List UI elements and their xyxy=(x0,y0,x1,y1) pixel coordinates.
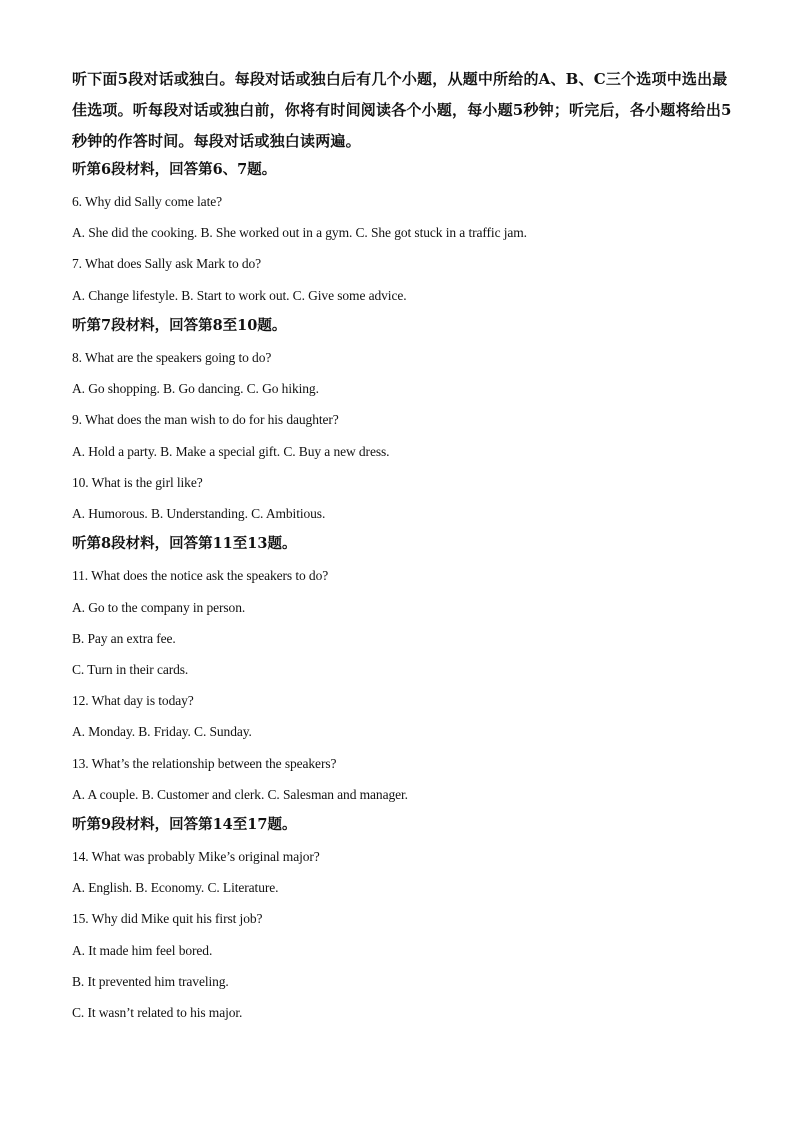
answer-options: A. A couple. B. Customer and clerk. C. Salesman and manager. xyxy=(72,787,408,802)
answer-options: A. Humorous. B. Understanding. C. Ambitious. xyxy=(72,506,326,521)
listening-instructions: 听下面5段对话或独白。每段对话或独白后有几个小题，从题中所给的A、B、C三个选项中选出最佳选项。听每段对话或独白前，你将有时间阅读各个小题，每小题5秒钟；听完后，各小题将给出5秒钟的作答时间。每段对话或独白读两遍。 xyxy=(72,70,732,150)
answer-option: B. It prevented him traveling. xyxy=(72,974,229,989)
answer-option: C. Turn in their cards. xyxy=(72,662,189,677)
answer-option: B. Pay an extra fee. xyxy=(72,631,176,646)
section-heading: 听第7段材料，回答第8至10题。 xyxy=(72,317,287,334)
section-heading: 听第9段材料，回答第14至17题。 xyxy=(72,816,297,833)
answer-options: A. Go shopping. B. Go dancing. C. Go hiking. xyxy=(72,381,319,396)
question-text: 10. What is the girl like? xyxy=(72,475,203,490)
question-text: 6. Why did Sally come late? xyxy=(72,194,223,209)
answer-option: A. It made him feel bored. xyxy=(72,943,213,958)
answer-options: A. She did the cooking. B. She worked out in a gym. C. She got stuck in a traffic jam. xyxy=(72,225,527,240)
question-text: 15. Why did Mike quit his first job? xyxy=(72,911,263,926)
question-text: 11. What does the notice ask the speakers to do? xyxy=(72,568,329,583)
question-text: 7. What does Sally ask Mark to do? xyxy=(72,256,262,271)
question-text: 9. What does the man wish to do for his daughter? xyxy=(72,412,339,427)
question-text: 8. What are the speakers going to do? xyxy=(72,350,272,365)
section-heading: 听第8段材料，回答第11至13题。 xyxy=(72,535,297,552)
answer-options: A. Hold a party. B. Make a special gift. C. Buy a new dress. xyxy=(72,444,390,459)
section-heading: 听第6段材料，回答第6、7题。 xyxy=(72,161,277,178)
answer-option: A. Go to the company in person. xyxy=(72,600,246,615)
answer-options: A. English. B. Economy. C. Literature. xyxy=(72,880,279,895)
answer-options: A. Change lifestyle. B. Start to work out. C. Give some advice. xyxy=(72,288,407,303)
answer-option: C. It wasn’t related to his major. xyxy=(72,1005,243,1020)
question-text: 14. What was probably Mike’s original major? xyxy=(72,849,320,864)
answer-options: A. Monday. B. Friday. C. Sunday. xyxy=(72,724,252,739)
question-text: 12. What day is today? xyxy=(72,693,194,708)
question-text: 13. What’s the relationship between the speakers? xyxy=(72,756,337,771)
